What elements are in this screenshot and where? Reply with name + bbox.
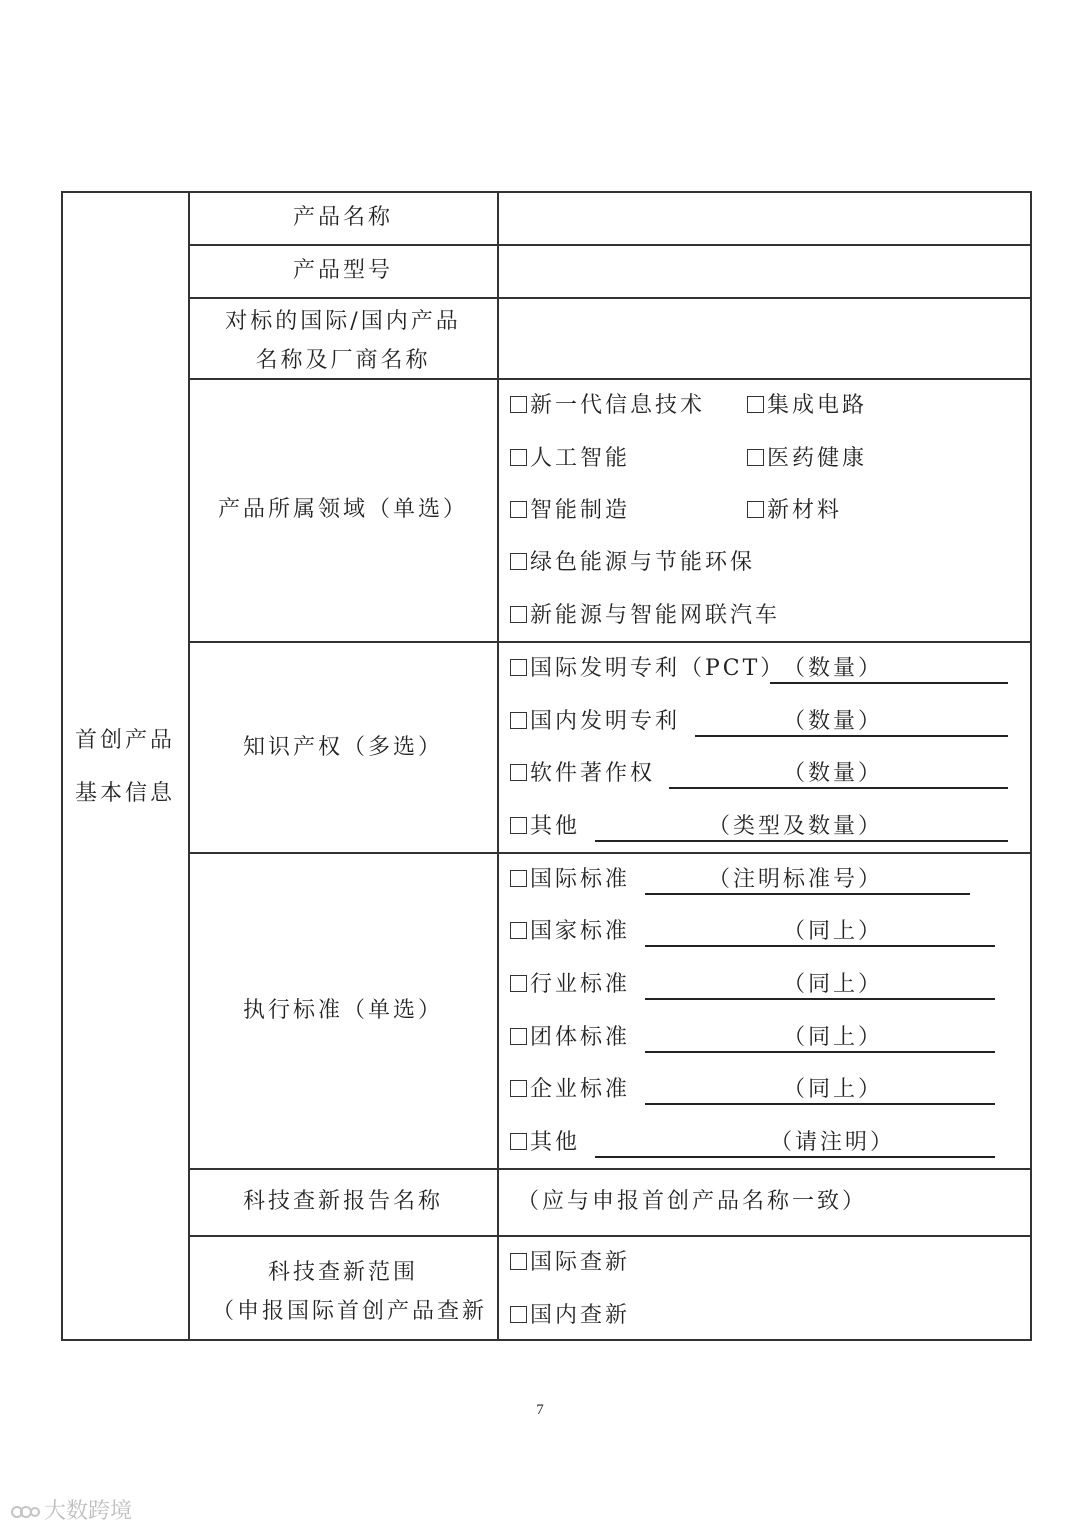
standard-option[interactable]: 行业标准	[510, 974, 630, 996]
ip-option[interactable]: 其他	[510, 816, 580, 838]
row-divider	[188, 641, 1031, 643]
fill-in-line[interactable]	[645, 998, 995, 1000]
domain-option[interactable]: 新材料	[747, 500, 842, 522]
checkbox[interactable]	[747, 501, 764, 518]
fill-in-note: （数量）	[783, 761, 884, 786]
fill-in-line[interactable]	[595, 840, 1008, 842]
fill-in-note: （类型及数量）	[708, 814, 884, 839]
product-name-label: 产品名称	[292, 205, 393, 230]
checkbox[interactable]	[510, 396, 527, 413]
checkbox[interactable]	[510, 1080, 527, 1097]
checkbox[interactable]	[510, 712, 527, 729]
domain-option[interactable]: 新一代信息技术	[510, 395, 705, 417]
checkbox[interactable]	[510, 606, 527, 623]
checkbox[interactable]	[510, 553, 527, 570]
domain-option[interactable]: 智能制造	[510, 500, 630, 522]
ip-label: 知识产权（多选）	[242, 735, 443, 760]
fill-in-note: （同上）	[783, 919, 884, 944]
page-number: 7	[536, 1402, 544, 1418]
checkbox[interactable]	[510, 1306, 527, 1323]
novelty-scope-option[interactable]: 国际查新	[510, 1252, 630, 1274]
fill-in-note: （数量）	[783, 709, 884, 734]
fill-in-line[interactable]	[645, 893, 970, 895]
checkbox[interactable]	[510, 659, 527, 676]
checkbox[interactable]	[510, 870, 527, 887]
novelty-scope-label-line1: 科技查新范围	[267, 1260, 418, 1285]
fill-in-note: （同上）	[783, 1025, 884, 1050]
fill-in-line[interactable]	[695, 735, 1008, 737]
checkbox[interactable]	[510, 1028, 527, 1045]
novelty-scope-option[interactable]: 国内查新	[510, 1305, 630, 1327]
watermark-text: 大数跨境	[44, 1499, 133, 1524]
fill-in-note: （同上）	[783, 972, 884, 997]
section-label-line1: 首创产品	[74, 728, 175, 753]
checkbox[interactable]	[510, 764, 527, 781]
table-border-left	[61, 191, 63, 1341]
product-model-label: 产品型号	[292, 258, 393, 283]
checkbox[interactable]	[510, 817, 527, 834]
fill-in-line[interactable]	[645, 945, 995, 947]
ip-option[interactable]: 软件著作权	[510, 763, 655, 785]
fill-in-note: （请注明）	[770, 1130, 896, 1155]
domain-option[interactable]: 新能源与智能网联汽车	[510, 605, 780, 627]
domain-option[interactable]: 人工智能	[510, 448, 630, 470]
novelty-scope-label-line2: （申报国际首创产品查新	[212, 1299, 488, 1324]
ip-option[interactable]: 国际发明专利（PCT）	[510, 658, 785, 680]
fill-in-note: （注明标准号）	[708, 867, 884, 892]
product-name-field[interactable]	[499, 193, 1029, 243]
checkbox[interactable]	[510, 1253, 527, 1270]
ip-option[interactable]: 国内发明专利	[510, 711, 680, 733]
row-divider	[188, 852, 1031, 854]
novelty-report-label: 科技查新报告名称	[242, 1189, 443, 1214]
benchmark-label-line1: 对标的国际/国内产品	[225, 309, 461, 334]
fill-in-note: （数量）	[783, 656, 884, 681]
product-model-field[interactable]	[499, 246, 1029, 296]
fill-in-line[interactable]	[645, 1103, 995, 1105]
checkbox[interactable]	[510, 1133, 527, 1150]
standard-option[interactable]: 企业标准	[510, 1079, 630, 1101]
domain-option[interactable]: 绿色能源与节能环保	[510, 552, 755, 574]
domain-label: 产品所属领域（单选）	[217, 497, 468, 522]
standard-option[interactable]: 团体标准	[510, 1027, 630, 1049]
checkbox[interactable]	[510, 501, 527, 518]
benchmark-field[interactable]	[499, 299, 1029, 377]
fill-in-note: （同上）	[783, 1077, 884, 1102]
checkbox[interactable]	[510, 922, 527, 939]
standard-label: 执行标准（单选）	[242, 998, 443, 1023]
domain-option[interactable]: 集成电路	[747, 395, 867, 417]
checkbox[interactable]	[510, 975, 527, 992]
checkbox[interactable]	[747, 396, 764, 413]
row-divider	[188, 1168, 1031, 1170]
standard-option[interactable]: 其他	[510, 1132, 580, 1154]
fill-in-line[interactable]	[645, 1051, 995, 1053]
standard-option[interactable]: 国际标准	[510, 869, 630, 891]
fill-in-line[interactable]	[669, 787, 1008, 789]
watermark-logo-icon	[10, 1498, 40, 1522]
row-divider	[188, 1235, 1031, 1237]
benchmark-label-line2: 名称及厂商名称	[255, 348, 431, 373]
checkbox[interactable]	[510, 449, 527, 466]
table-border-bottom	[61, 1339, 1031, 1341]
domain-option[interactable]: 医药健康	[747, 448, 867, 470]
fill-in-line[interactable]	[770, 682, 1008, 684]
novelty-report-value: （应与申报首创产品名称一致）	[517, 1189, 868, 1214]
watermark	[10, 1494, 132, 1525]
standard-option[interactable]: 国家标准	[510, 921, 630, 943]
row-divider	[188, 378, 1031, 380]
checkbox[interactable]	[747, 449, 764, 466]
fill-in-line[interactable]	[595, 1156, 995, 1158]
section-label-line2: 基本信息	[74, 781, 175, 806]
